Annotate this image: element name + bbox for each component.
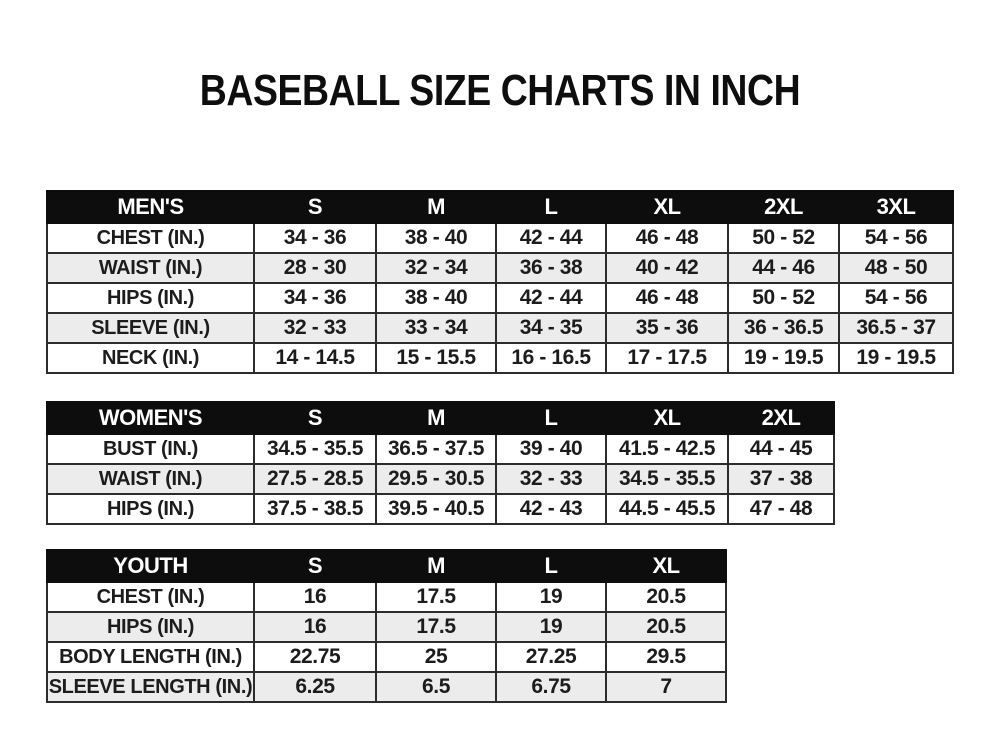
size-value-cell: 38 - 40 (376, 223, 496, 253)
size-value-cell: 19 - 19.5 (728, 343, 839, 373)
size-value-cell: 36 - 38 (496, 253, 606, 283)
size-value-cell: 50 - 52 (728, 223, 839, 253)
size-value-cell: 37.5 - 38.5 (254, 494, 376, 524)
size-value-cell: 19 (496, 582, 606, 612)
table-row (47, 253, 953, 283)
size-value-cell: 16 (254, 612, 376, 642)
size-col-header: 2XL (728, 191, 839, 223)
youth-header-row (47, 550, 726, 582)
size-value-cell: 19 (496, 612, 606, 642)
size-value-cell: 34 - 36 (254, 223, 376, 253)
row-header-cell: SLEEVE (IN.) (47, 313, 254, 343)
size-value-cell: 44.5 - 45.5 (606, 494, 728, 524)
table-row (47, 434, 834, 464)
size-value-cell: 17.5 (376, 612, 496, 642)
size-value-cell: 44 - 45 (728, 434, 834, 464)
size-value-cell: 50 - 52 (728, 283, 839, 313)
size-value-cell: 29.5 - 30.5 (376, 464, 496, 494)
size-value-cell: 36.5 - 37 (839, 313, 953, 343)
size-col-header: M (376, 191, 496, 223)
youth-size-table (46, 549, 727, 703)
table-row (47, 672, 726, 702)
row-header-cell: HIPS (IN.) (47, 283, 254, 313)
size-col-header: M (376, 550, 496, 582)
row-header-cell: SLEEVE LENGTH (IN.) (47, 672, 254, 702)
size-value-cell: 27.25 (496, 642, 606, 672)
size-value-cell: 27.5 - 28.5 (254, 464, 376, 494)
page-title: BASEBALL SIZE CHARTS IN INCH (199, 66, 801, 115)
size-value-cell: 54 - 56 (839, 223, 953, 253)
table-row (47, 313, 953, 343)
size-value-cell: 20.5 (606, 612, 726, 642)
size-value-cell: 47 - 48 (728, 494, 834, 524)
size-value-cell: 33 - 34 (376, 313, 496, 343)
size-col-header: L (496, 402, 606, 434)
table-row (47, 582, 726, 612)
size-value-cell: 48 - 50 (839, 253, 953, 283)
womens-header-row (47, 402, 834, 434)
size-col-header: XL (606, 191, 728, 223)
table-label-cell: MEN'S (47, 191, 254, 223)
mens-header-row (47, 191, 953, 223)
size-value-cell: 39 - 40 (496, 434, 606, 464)
size-col-header: 3XL (839, 191, 953, 223)
row-header-cell: NECK (IN.) (47, 343, 254, 373)
row-header-cell: BODY LENGTH (IN.) (47, 642, 254, 672)
size-value-cell: 42 - 43 (496, 494, 606, 524)
row-header-cell: HIPS (IN.) (47, 494, 254, 524)
size-value-cell: 40 - 42 (606, 253, 728, 283)
size-value-cell: 7 (606, 672, 726, 702)
size-value-cell: 6.75 (496, 672, 606, 702)
table-row (47, 343, 953, 373)
size-value-cell: 6.5 (376, 672, 496, 702)
size-col-header: 2XL (728, 402, 834, 434)
table-row (47, 223, 953, 253)
size-value-cell: 34.5 - 35.5 (606, 464, 728, 494)
size-value-cell: 34 - 36 (254, 283, 376, 313)
mens-size-table (46, 190, 954, 374)
size-value-cell: 46 - 48 (606, 223, 728, 253)
table-row (47, 283, 953, 313)
size-value-cell: 54 - 56 (839, 283, 953, 313)
table-row (47, 494, 834, 524)
size-col-header: S (254, 402, 376, 434)
size-col-header: S (254, 550, 376, 582)
table-row (47, 612, 726, 642)
size-value-cell: 28 - 30 (254, 253, 376, 283)
size-value-cell: 15 - 15.5 (376, 343, 496, 373)
size-value-cell: 16 - 16.5 (496, 343, 606, 373)
size-value-cell: 37 - 38 (728, 464, 834, 494)
row-header-cell: WAIST (IN.) (47, 253, 254, 283)
row-header-cell: BUST (IN.) (47, 434, 254, 464)
size-value-cell: 35 - 36 (606, 313, 728, 343)
size-col-header: L (496, 550, 606, 582)
size-col-header: S (254, 191, 376, 223)
size-value-cell: 22.75 (254, 642, 376, 672)
size-col-header: L (496, 191, 606, 223)
womens-size-table (46, 401, 835, 525)
row-header-cell: WAIST (IN.) (47, 464, 254, 494)
size-value-cell: 25 (376, 642, 496, 672)
size-value-cell: 20.5 (606, 582, 726, 612)
size-value-cell: 17 - 17.5 (606, 343, 728, 373)
size-col-header: M (376, 402, 496, 434)
table-row (47, 464, 834, 494)
size-value-cell: 32 - 33 (496, 464, 606, 494)
size-value-cell: 38 - 40 (376, 283, 496, 313)
size-value-cell: 32 - 34 (376, 253, 496, 283)
size-value-cell: 41.5 - 42.5 (606, 434, 728, 464)
row-header-cell: HIPS (IN.) (47, 612, 254, 642)
size-value-cell: 42 - 44 (496, 223, 606, 253)
size-value-cell: 36.5 - 37.5 (376, 434, 496, 464)
size-value-cell: 6.25 (254, 672, 376, 702)
size-value-cell: 39.5 - 40.5 (376, 494, 496, 524)
size-value-cell: 42 - 44 (496, 283, 606, 313)
size-col-header: XL (606, 402, 728, 434)
table-row (47, 642, 726, 672)
size-value-cell: 17.5 (376, 582, 496, 612)
size-value-cell: 36 - 36.5 (728, 313, 839, 343)
size-value-cell: 46 - 48 (606, 283, 728, 313)
size-value-cell: 44 - 46 (728, 253, 839, 283)
size-col-header: XL (606, 550, 726, 582)
size-value-cell: 16 (254, 582, 376, 612)
row-header-cell: CHEST (IN.) (47, 582, 254, 612)
size-value-cell: 34.5 - 35.5 (254, 434, 376, 464)
table-label-cell: YOUTH (47, 550, 254, 582)
size-value-cell: 14 - 14.5 (254, 343, 376, 373)
size-value-cell: 29.5 (606, 642, 726, 672)
row-header-cell: CHEST (IN.) (47, 223, 254, 253)
size-value-cell: 19 - 19.5 (839, 343, 953, 373)
size-value-cell: 34 - 35 (496, 313, 606, 343)
table-label-cell: WOMEN'S (47, 402, 254, 434)
size-value-cell: 32 - 33 (254, 313, 376, 343)
